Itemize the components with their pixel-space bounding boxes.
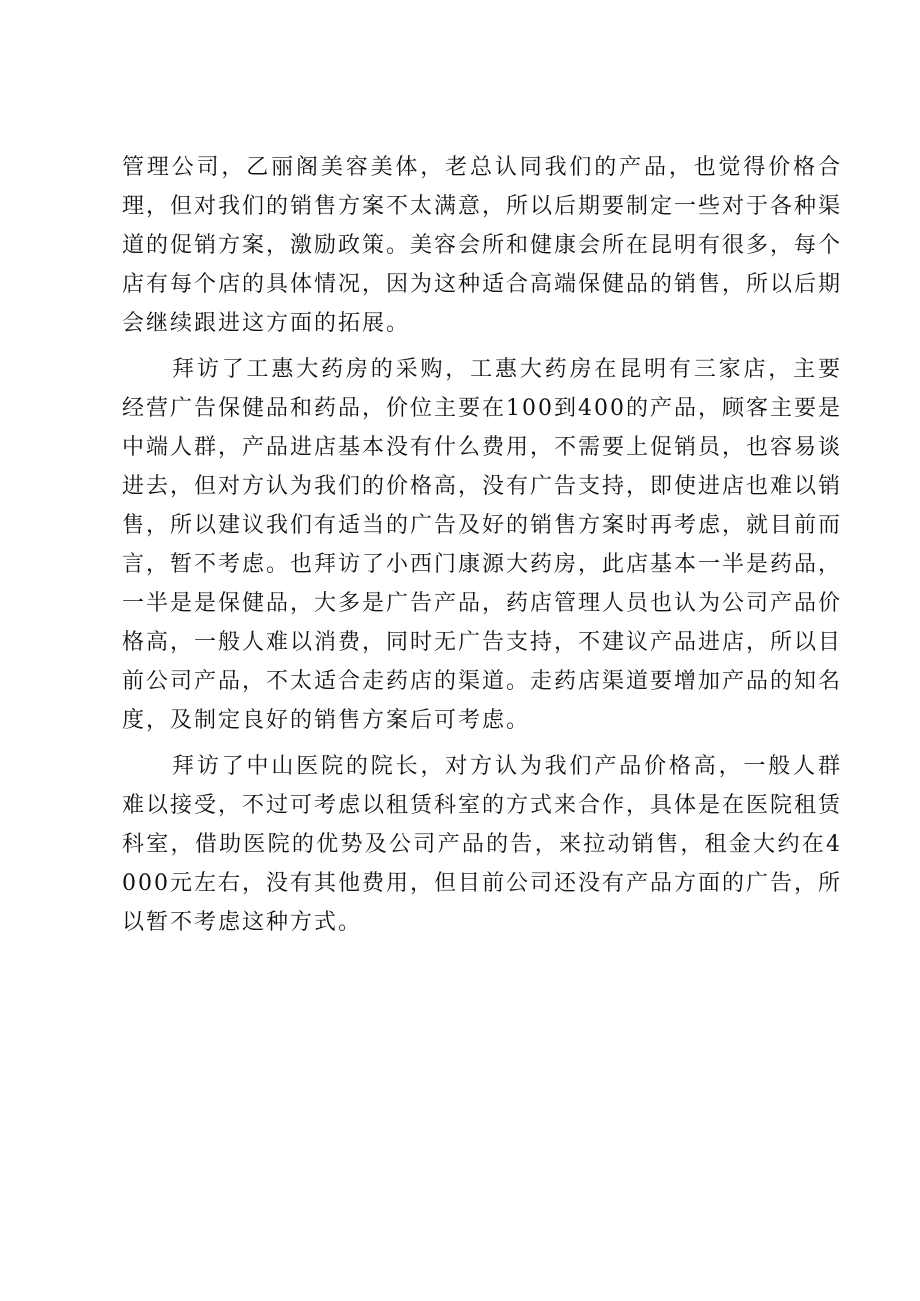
document-page [122,148,842,942]
paragraph-beauty-salon-visit: 管理公司，乙丽阁美容美体，老总认同我们的产品，也觉得价格合理，但对我们的销售方案不太满意，所以后期要制定一些对于各种渠道的促销方案，激励政策。美容会所和健康会所在昆明有很多，每个店有每个店的具体情况，因为这种适合高端保健品的销售，所以后期会继续跟进这方面的拓展。 [122,155,843,336]
paragraph-hospital-visit: 拜访了中山医院的院长，对方认为我们产品价格高，一般人群难以接受，不过可考虑以租赁科室的方式来合作，具体是在医院租赁科室，借助医院的优势及公司产品的告，来拉动销售，租金大约在4000元左右，没有其他费用，但目前公司还没有产品方面的广告，所以暂不考虑这种方式。 [122,754,843,935]
paragraph-pharmacy-visit: 拜访了工惠大药房的采购，工惠大药房在昆明有三家店，主要经营广告保健品和药品，价位主要在100到400的产品，顾客主要是中端人群，产品进店基本没有什么费用，不需要上促销员，也容易谈进去，但对方认为我们的价格高，没有广告支持，即使进店也难以销售，所以建议我们有适当的广告及好的销售方案时再考虑，就目前而言，暂不考虑。也拜访了小西门康源大药房，此店基本一半是药品，一半是是保健品，大多是广告产品，药店管理人员也认为公司产品价格高，一般人难以消费，同时无广告支持，不建议产品进店，所以目前公司产品，不太适合走药店的渠道。走药店渠道要增加产品的知名度，及制定良好的销售方案后可考虑。 [122,357,843,733]
